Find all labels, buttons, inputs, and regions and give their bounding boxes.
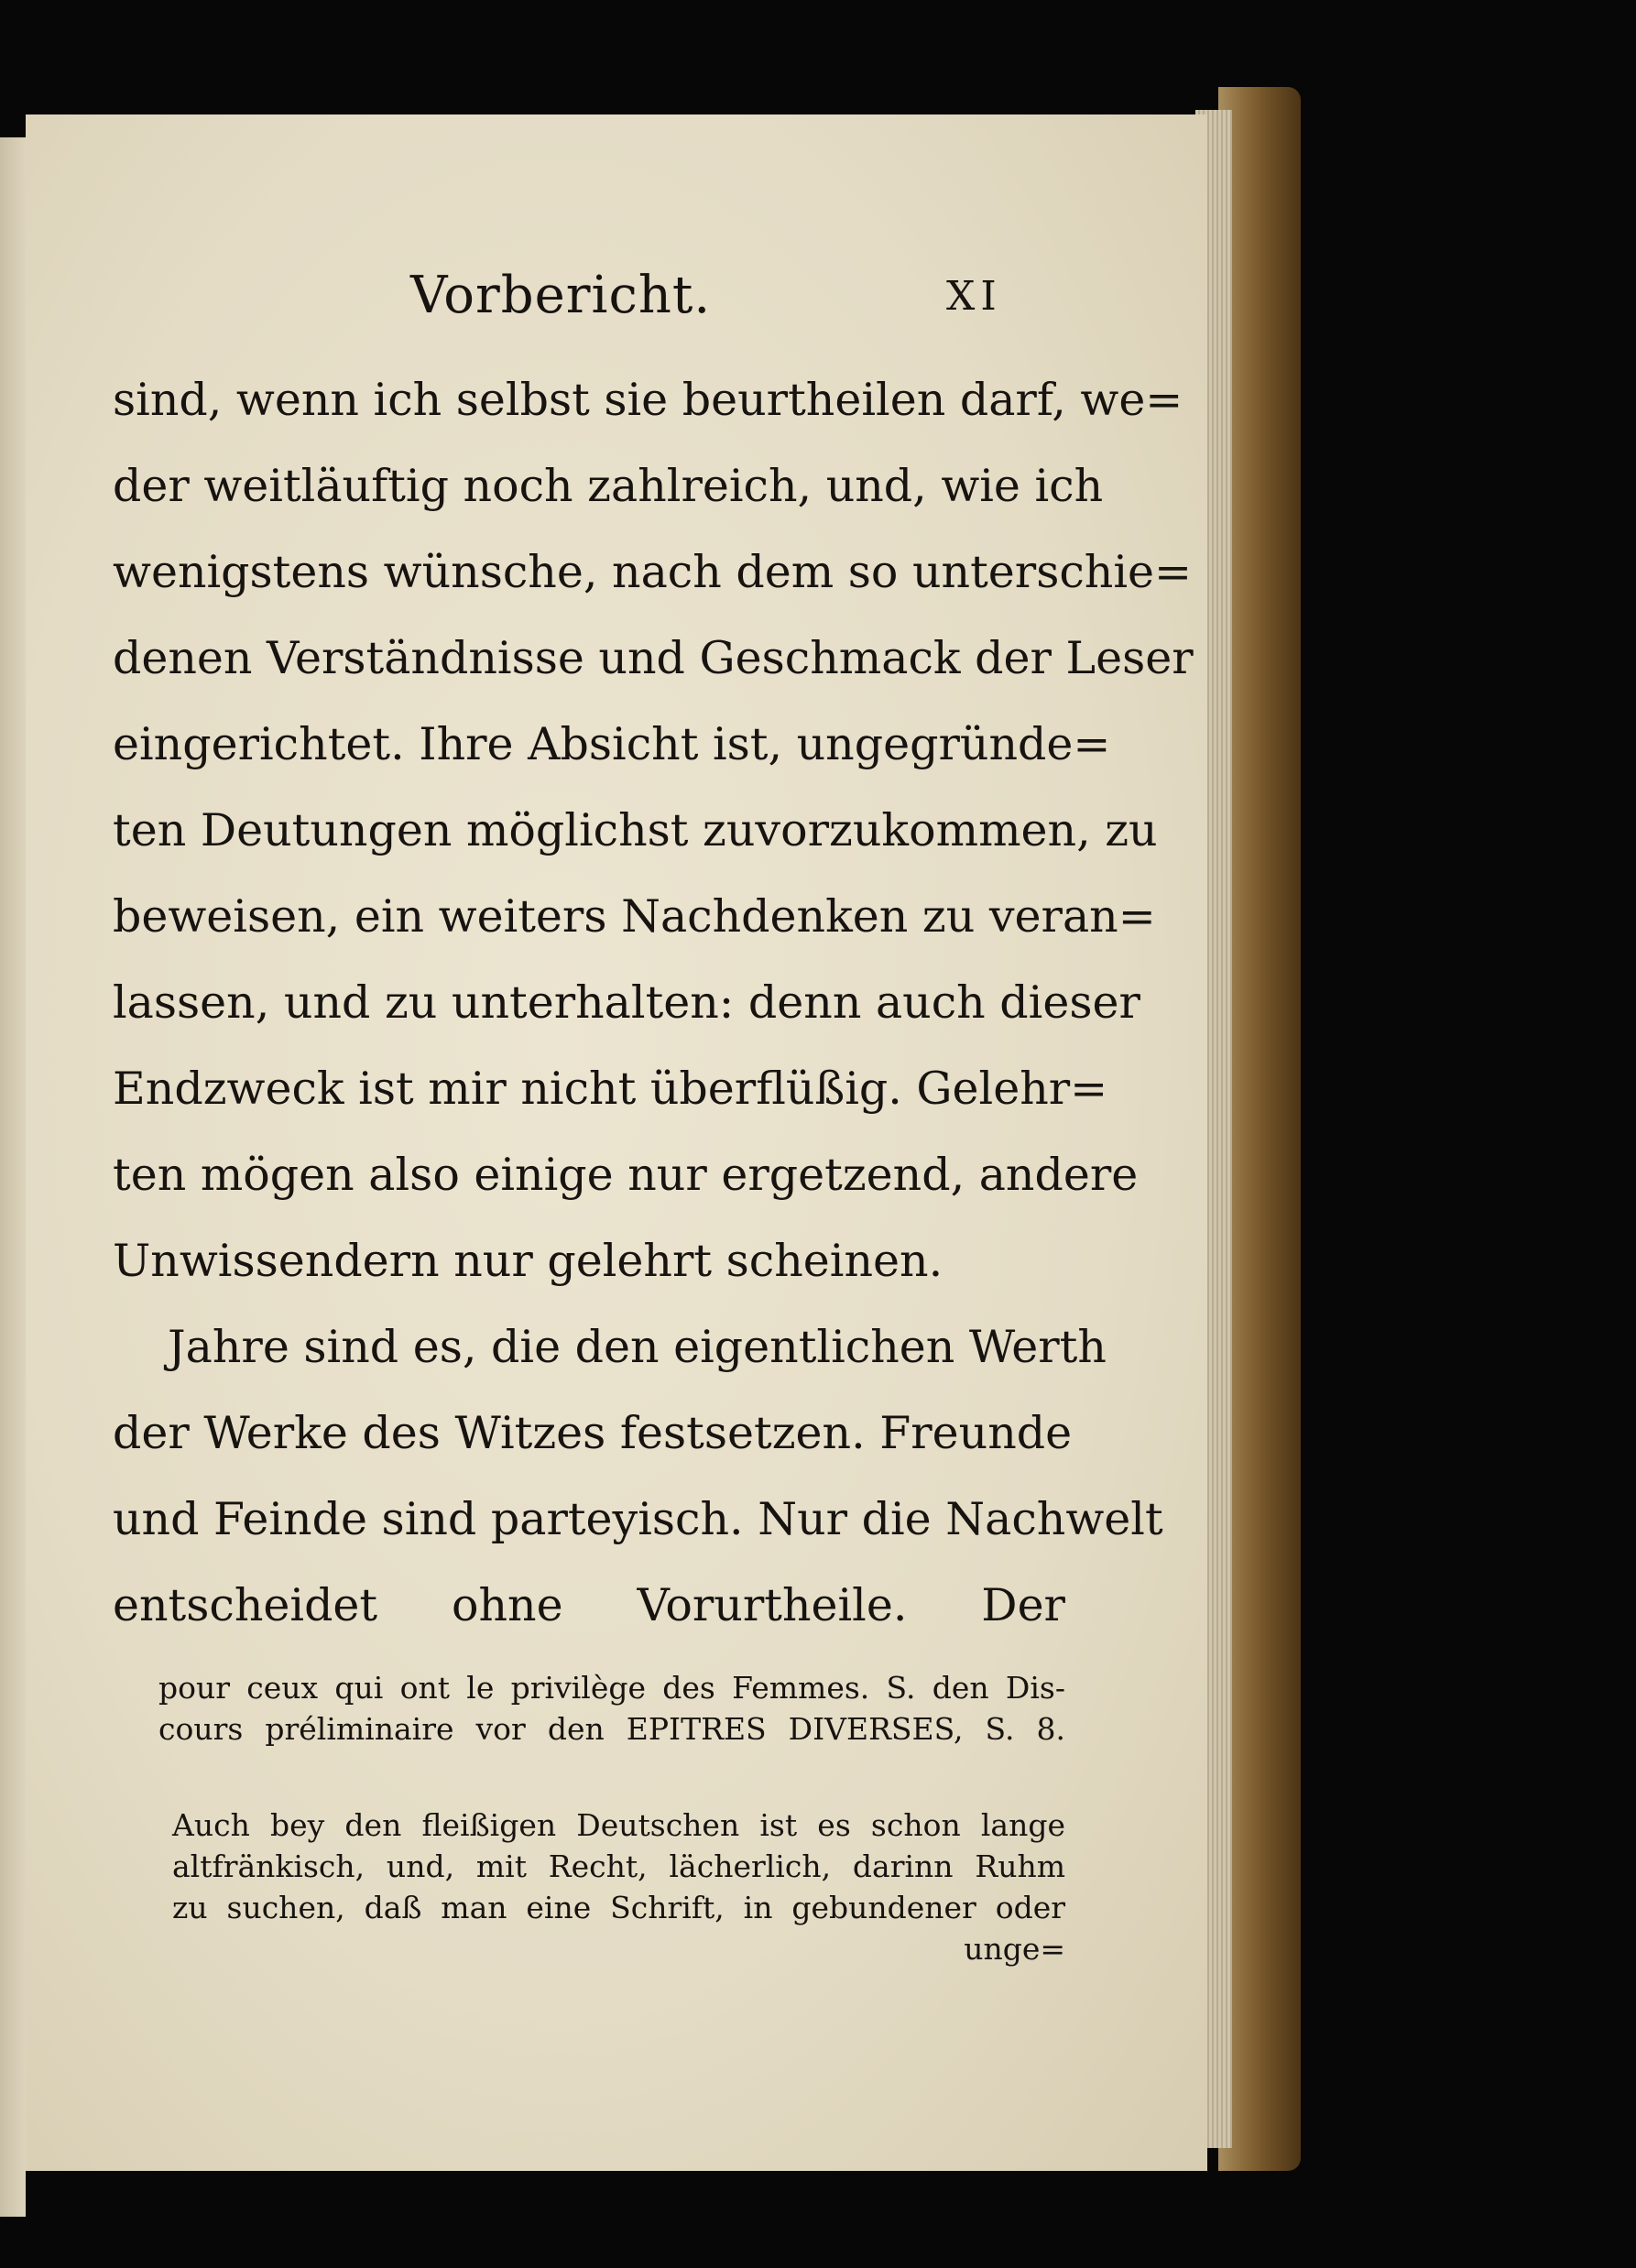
body-line: wenigstens wünsche, nach dem so unterschie= — [113, 546, 1193, 598]
body-line: ten mögen also einige nur ergetzend, andere — [113, 1149, 1139, 1201]
body-line: ten Deutungen möglichst zuvorzukommen, zu — [113, 804, 1158, 856]
body-text — [113, 357, 1194, 1649]
footnote-line: altfränkisch, und, mit Recht, lächerlich, darinn Ruhm — [172, 1848, 1065, 1884]
body-line: eingerichtet. Ihre Absicht ist, ungegründe= — [113, 718, 1111, 770]
facing-page-edge — [0, 137, 26, 2217]
body-line: lassen, und zu unterhalten: denn auch dieser — [113, 976, 1140, 1029]
body-line: sind, wenn ich selbst sie beurtheilen darf, we= — [113, 374, 1183, 426]
running-head: Vorbericht. — [410, 266, 712, 325]
footnote-line: Auch bey den fleißigen Deutschen ist es schon lange — [172, 1807, 1065, 1843]
page-number: XI — [946, 273, 1002, 320]
body-line: entscheidet ohne Vorurtheile. Der — [113, 1579, 1065, 1631]
body-line: denen Verständnisse und Geschmack der Leser — [113, 632, 1194, 684]
catchword: unge= — [964, 1931, 1065, 1967]
footnote-line: pour ceux qui ont le privilège des Femmes. S. den Dis- — [158, 1670, 1065, 1706]
book-page — [26, 114, 1207, 2171]
body-line: der Werke des Witzes festsetzen. Freunde — [113, 1407, 1073, 1459]
body-line: Endzweck ist mir nicht überflüßig. Gelehr= — [113, 1063, 1108, 1115]
body-line: der weitläuftig noch zahlreich, und, wie ich — [113, 460, 1104, 512]
footnote — [172, 1805, 1065, 1969]
footnote-line: zu suchen, daß man eine Schrift, in gebundener oder — [172, 1890, 1065, 1925]
page-header — [26, 266, 1207, 339]
footnote-continued — [158, 1667, 1065, 1750]
body-line: beweisen, ein weiters Nachdenken zu veran= — [113, 890, 1156, 943]
body-line: Jahre sind es, die den eigentlichen Werth — [168, 1321, 1107, 1373]
footnote-line: cours préliminaire vor den EPITRES DIVERSES, S. 8. — [158, 1711, 1065, 1747]
body-line: und Feinde sind parteyisch. Nur die Nachwelt — [113, 1493, 1163, 1545]
body-line: Unwissendern nur gelehrt scheinen. — [113, 1235, 943, 1287]
